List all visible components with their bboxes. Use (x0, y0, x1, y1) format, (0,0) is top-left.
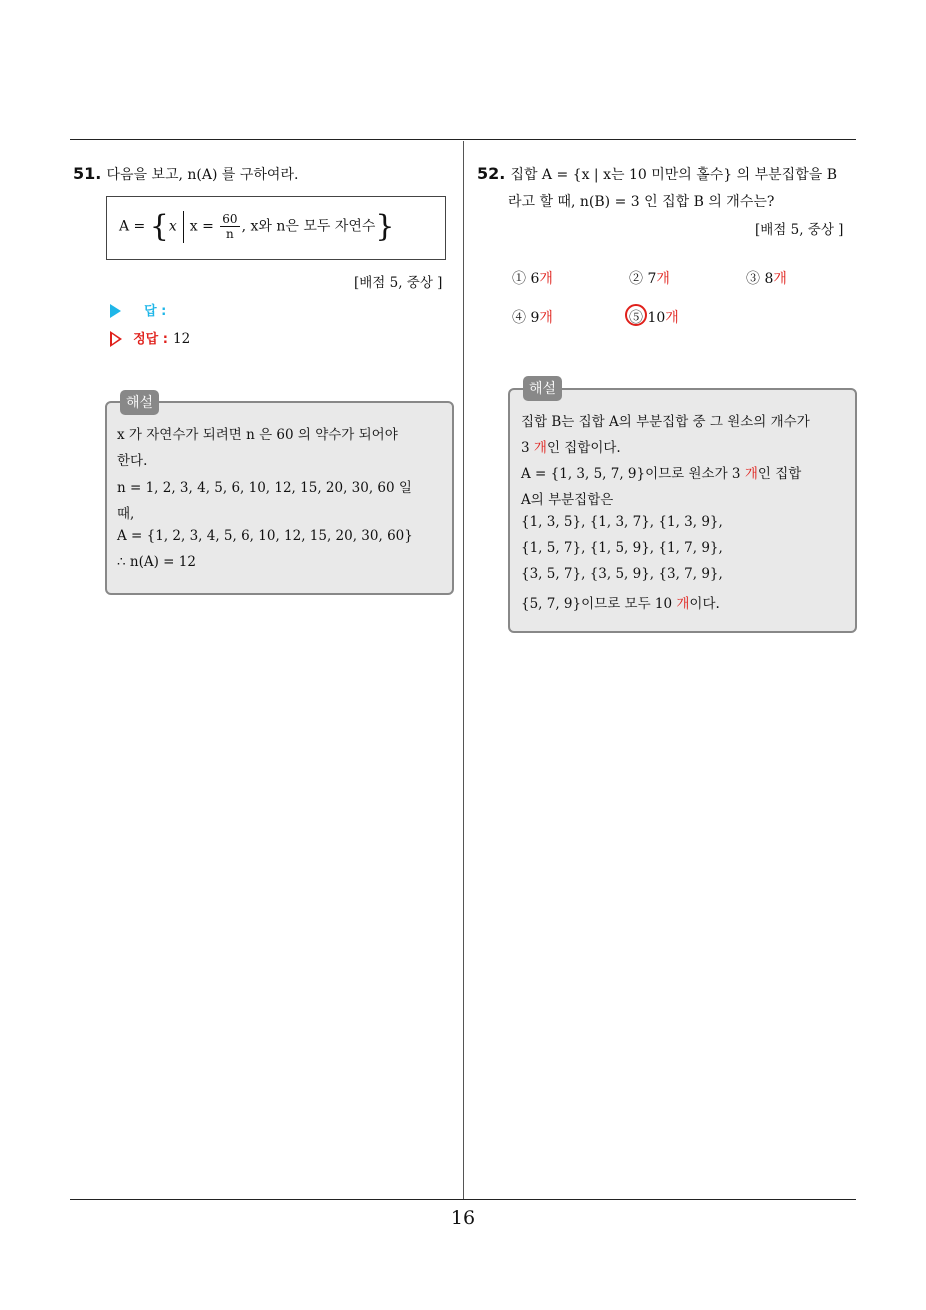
correct-value: 12 (173, 331, 191, 347)
q52-option-2[interactable]: ② 7개 (629, 271, 670, 287)
q52-option-5[interactable]: ⑤ 10개 (629, 310, 679, 326)
q52-sol-line-4: A의 부분집합은 (521, 492, 614, 508)
q51-score: [배점 5, 중상 ] (354, 275, 443, 291)
set-var: x (168, 218, 177, 235)
q51-correct-row (110, 328, 190, 347)
q52-sol-line-6: {1, 5, 7}, {1, 5, 9}, {1, 7, 9}, (521, 540, 723, 556)
q51-header (73, 164, 298, 184)
bottom-rule (70, 1199, 856, 1200)
q52-sol-line-7: {3, 5, 7}, {3, 5, 9}, {3, 7, 9}, (521, 566, 723, 582)
q51-text: 다음을 보고, n(A) 를 구하여라. (106, 167, 299, 183)
triangle-outline-icon (110, 331, 122, 347)
set-builder: A = {x x = $\frac{60}{n}$ , x와 n은 모두 자연수} (119, 209, 395, 244)
page-number: 16 (450, 1207, 476, 1229)
q51-sol-line-4: 때, (117, 506, 135, 522)
play-icon (110, 304, 121, 318)
q51-sol-line-5: A = {1, 2, 3, 4, 5, 6, 10, 12, 15, 20, 30, 60} (117, 528, 413, 544)
q52-option-4[interactable]: ④ 9개 (512, 310, 553, 326)
q52-text-1: 집합 A = {x | x는 10 미만의 홀수} 의 부분집합을 B (510, 167, 837, 183)
set-lhs: A = (119, 218, 146, 235)
q52-sol-line-8: {5, 7, 9}이므로 모두 10 개이다. (521, 596, 720, 612)
q52-option-3[interactable]: ③ 8개 (746, 271, 787, 287)
set-rest: , x와 n은 모두 자연수 (241, 218, 376, 235)
set-fraction: $\frac{60}{n}$ (222, 212, 238, 241)
q52-text-2: 라고 할 때, n(B) = 3 인 집합 B 의 개수는? (508, 194, 775, 210)
q51-sol-line-3: n = 1, 2, 3, 4, 5, 6, 10, 12, 15, 20, 30, 60 일 (117, 480, 412, 496)
top-rule (70, 139, 856, 140)
answer-label: 답 : (144, 304, 167, 319)
q52-sol-line-2: 3 개인 집합이다. (521, 440, 621, 456)
q52-sol-line-1: 집합 B는 집합 A의 부분집합 중 그 원소의 개수가 (521, 414, 810, 430)
q52-number: 52. (477, 164, 506, 183)
q51-number: 51. (73, 164, 102, 183)
q52-solution-tag: 해설 (523, 376, 562, 401)
q52-score: [배점 5, 중상 ] (755, 222, 844, 238)
q52-sol-line-3: A = {1, 3, 5, 7, 9}이므로 원소가 3 개인 집합 (521, 466, 802, 482)
q51-answer-row (110, 300, 166, 319)
q52-option-1[interactable]: ① 6개 (512, 271, 553, 287)
column-divider (463, 141, 464, 1200)
q51-sol-line-1: x 가 자연수가 되려면 n 은 60 의 약수가 되어야 (117, 427, 398, 443)
correct-label: 정답 : (133, 332, 168, 347)
q52-sol-line-5: {1, 3, 5}, {1, 3, 7}, {1, 3, 9}, (521, 514, 723, 530)
q51-solution-tag: 해설 (120, 390, 159, 415)
q51-sol-line-6: ∴ n(A) = 12 (117, 554, 196, 570)
q51-sol-line-2: 한다. (117, 453, 148, 469)
selected-answer-circle-icon (625, 304, 647, 326)
q51-set-box (106, 196, 446, 260)
set-cond: x = (189, 218, 214, 235)
q52-header (477, 164, 837, 184)
